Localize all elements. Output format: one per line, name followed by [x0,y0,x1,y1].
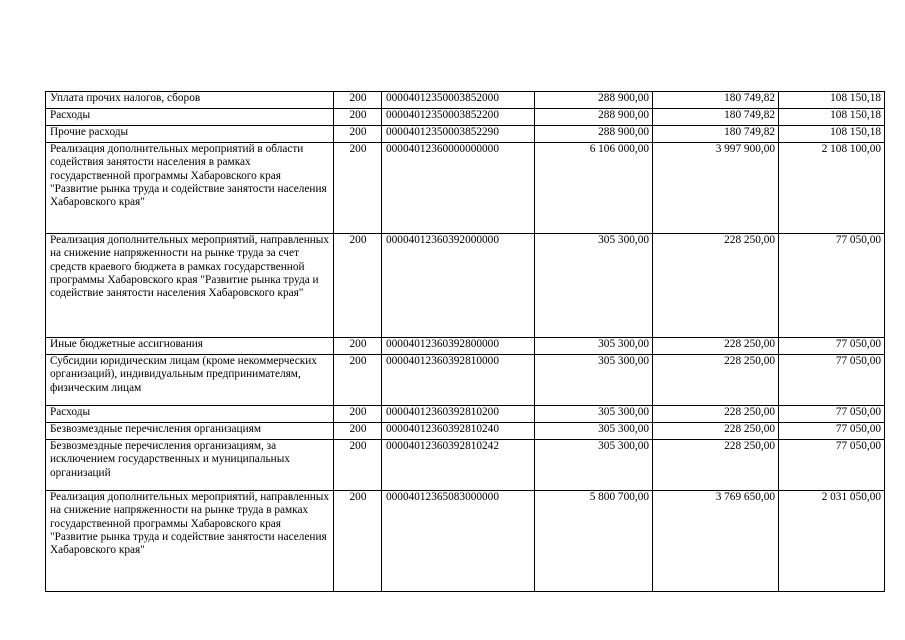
row-code: 200 [334,109,382,126]
row-executed: 228 250,00 [653,338,779,355]
row-executed: 228 250,00 [653,440,779,491]
row-unexecuted: 77 050,00 [779,423,885,440]
row-approved: 305 300,00 [535,440,653,491]
row-code: 200 [334,234,382,338]
row-unexecuted: 77 050,00 [779,406,885,423]
table-row [46,234,885,338]
row-approved: 288 900,00 [535,92,653,109]
row-code: 200 [334,92,382,109]
row-classifier-code: 00004012360392800000 [382,338,535,355]
row-approved: 305 300,00 [535,234,653,338]
row-name: Иные бюджетные ассигнования [46,338,334,355]
row-code: 200 [334,491,382,592]
table-row [46,338,885,355]
table-row [46,406,885,423]
row-unexecuted: 77 050,00 [779,338,885,355]
row-name: Реализация дополнительных мероприятий в области содействия занятости населения в рамках государственной программы Хабаровского края "Развитие рынка труда и содействие занятости населения Хабаровского края" [46,143,334,234]
row-executed: 228 250,00 [653,423,779,440]
row-unexecuted: 77 050,00 [779,234,885,338]
row-approved: 288 900,00 [535,126,653,143]
row-classifier-code: 00004012350003852200 [382,109,535,126]
row-code: 200 [334,423,382,440]
row-name: Реализация дополнительных мероприятий, направленных на снижение напряженности на рынке труда в рамках государственной программы Хабаровского края "Развитие рынка труда и содействие занятости населения Хабаровского края" [46,491,334,592]
row-executed: 3 997 900,00 [653,143,779,234]
row-classifier-code: 00004012360392810200 [382,406,535,423]
table-row [46,92,885,109]
table-row [46,355,885,406]
row-executed: 180 749,82 [653,92,779,109]
row-name: Субсидии юридическим лицам (кроме некоммерческих организаций), индивидуальным предпринимателям, физическим лицам [46,355,334,406]
row-approved: 305 300,00 [535,406,653,423]
row-classifier-code: 00004012360392000000 [382,234,535,338]
row-name: Расходы [46,109,334,126]
row-name: Уплата прочих налогов, сборов [46,92,334,109]
row-approved: 6 106 000,00 [535,143,653,234]
row-unexecuted: 77 050,00 [779,355,885,406]
row-unexecuted: 77 050,00 [779,440,885,491]
row-classifier-code: 00004012360392810000 [382,355,535,406]
table-row [46,491,885,592]
row-executed: 3 769 650,00 [653,491,779,592]
row-executed: 228 250,00 [653,406,779,423]
row-classifier-code: 00004012350003852290 [382,126,535,143]
row-name: Безвозмездные перечисления организациям, за исключением государственных и муниципальных организаций [46,440,334,491]
row-code: 200 [334,406,382,423]
row-classifier-code: 00004012360000000000 [382,143,535,234]
row-classifier-code: 00004012360392810242 [382,440,535,491]
row-unexecuted: 108 150,18 [779,109,885,126]
row-executed: 180 749,82 [653,109,779,126]
row-name: Безвозмездные перечисления организациям [46,423,334,440]
row-classifier-code: 00004012360392810240 [382,423,535,440]
row-name: Прочие расходы [46,126,334,143]
row-approved: 5 800 700,00 [535,491,653,592]
row-unexecuted: 2 108 100,00 [779,143,885,234]
row-executed: 180 749,82 [653,126,779,143]
row-executed: 228 250,00 [653,355,779,406]
row-code: 200 [334,143,382,234]
row-code: 200 [334,126,382,143]
row-unexecuted: 108 150,18 [779,126,885,143]
table-row [46,109,885,126]
row-code: 200 [334,338,382,355]
row-approved: 305 300,00 [535,355,653,406]
row-code: 200 [334,355,382,406]
row-executed: 228 250,00 [653,234,779,338]
row-approved: 288 900,00 [535,109,653,126]
row-classifier-code: 00004012365083000000 [382,491,535,592]
row-name: Расходы [46,406,334,423]
row-unexecuted: 108 150,18 [779,92,885,109]
row-code: 200 [334,440,382,491]
row-name: Реализация дополнительных мероприятий, направленных на снижение напряженности на рынке труда за счет средств краевого бюджета в рамках государственной программы Хабаровского края "Развитие рынка труда и содействие занятости населения Хабаровского края" [46,234,334,338]
table-row [46,440,885,491]
row-classifier-code: 00004012350003852000 [382,92,535,109]
table-row [46,423,885,440]
row-unexecuted: 2 031 050,00 [779,491,885,592]
budget-execution-table [45,91,885,592]
table-row [46,143,885,234]
row-approved: 305 300,00 [535,338,653,355]
table-row [46,126,885,143]
row-approved: 305 300,00 [535,423,653,440]
